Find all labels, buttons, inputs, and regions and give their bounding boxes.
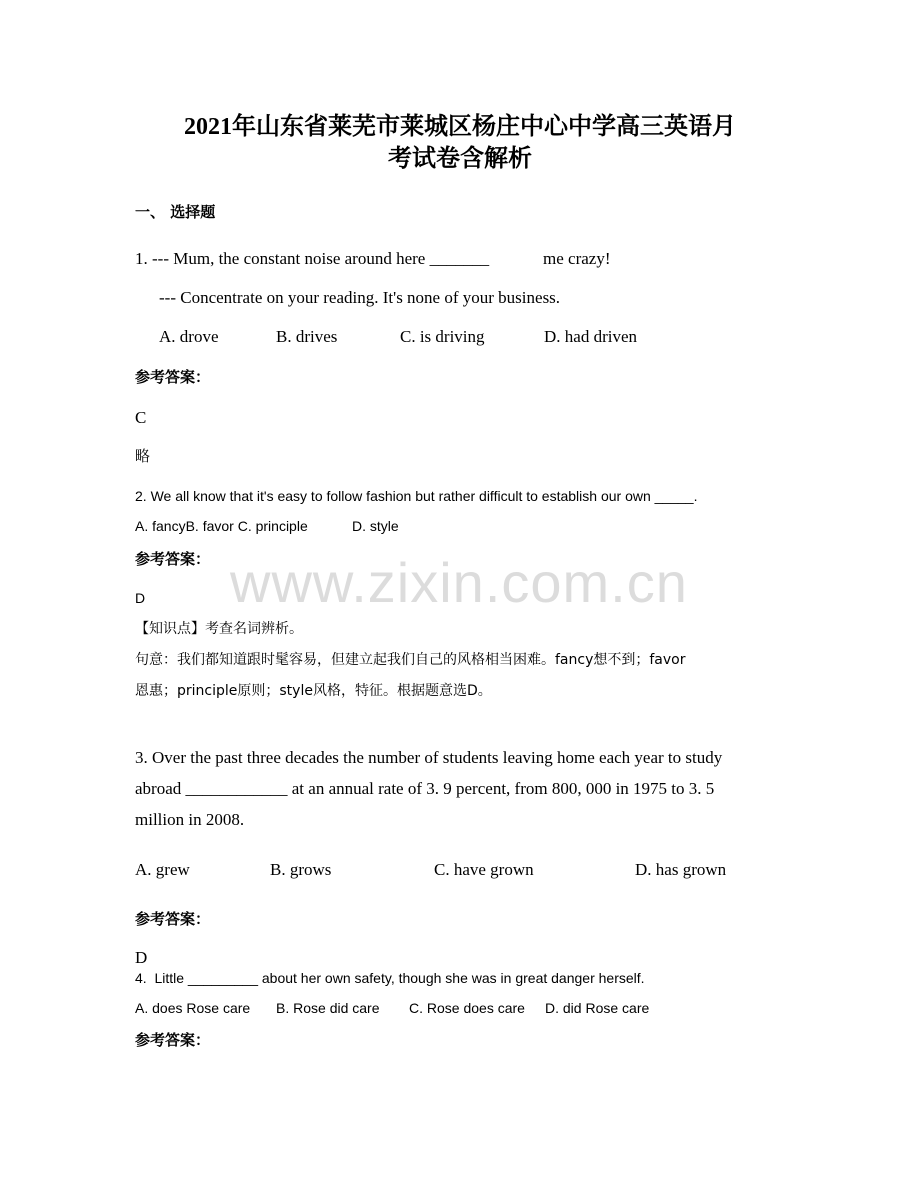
q3-option-d: D. has grown [635,860,727,879]
document-title-line2: 考试卷含解析 [388,146,532,172]
q1-option-d: D. had driven [544,327,638,346]
q2-explanation-line2: 恩惠；principle原则；style风格，特征。根据题意选D。 [135,683,492,699]
q2-option-d: D. style [352,518,399,534]
q4-option-c: C. Rose does care [409,1000,525,1016]
q2-knowledge-point: 【知识点】考查名词辨析。 [135,621,303,637]
document-title-line1: 2021年山东省莱芜市莱城区杨庄中心中学高三英语月 [184,114,736,140]
q1-stem-end: me crazy! [543,249,611,268]
q1-option-c: C. is driving [400,327,485,346]
q3-option-a: A. grew [135,860,190,879]
q3-option-c: C. have grown [434,860,534,879]
q4-option-b: B. Rose did care [276,1000,380,1016]
q1-answer: C [135,408,147,427]
q4-option-d: D. did Rose care [545,1000,650,1016]
q4-option-a: A. does Rose care [135,1000,251,1016]
q3-stem-line1: 3. Over the past three decades the number of students leaving home each year to study [135,748,723,767]
q3-stem-line3: million in 2008. [135,810,245,829]
q3-option-b: B. grows [270,860,332,879]
q2-answer: D [135,590,146,606]
q3-answer-label: 参考答案： [135,910,211,928]
q4-stem: 4. Little _________ about her own safety, though she was in great danger herself. [135,970,645,986]
q1-explanation: 略 [135,447,151,465]
q1-option-b: B. drives [276,327,338,346]
q1-answer-label: 参考答案： [135,368,211,386]
q4-answer-label: 参考答案： [135,1031,211,1049]
q3-stem-line2: abroad ____________ at an annual rate of 3. 9 percent, from 800, 000 in 1975 to 3. 5 [135,779,715,798]
q1-option-a: A. drove [159,327,219,346]
q2-options-abc: A. fancyB. favor C. principle [135,518,308,534]
q3-answer: D [135,948,148,967]
q2-answer-label: 参考答案： [135,550,211,568]
q1-line2: --- Concentrate on your reading. It's none of your business. [159,288,561,307]
q2-stem: 2. We all know that it's easy to follow fashion but rather difficult to establish our own _____. [135,488,698,504]
q2-explanation-line1: 句意：我们都知道跟时髦容易，但建立起我们自己的风格相当困难。fancy想不到；favor [135,652,686,668]
section-heading: 一、 选择题 [135,203,216,221]
q1-stem: 1. --- Mum, the constant noise around here _______ [135,249,490,268]
watermark: www.zixin.com.cn [230,551,688,614]
